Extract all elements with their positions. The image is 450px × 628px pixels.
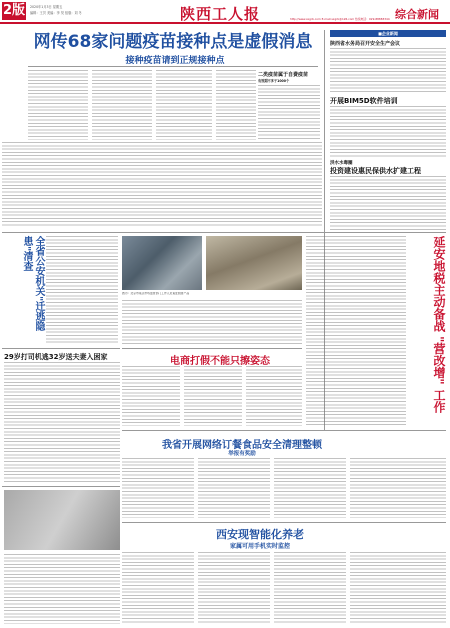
right-item-2-body [330, 106, 446, 158]
right-item-3-kicker: 洪水水毒圈 [330, 161, 353, 166]
right-vertical-body [306, 236, 406, 426]
right-item-3-headline: 投资建设惠民保供水扩建工程 [330, 167, 421, 175]
lead-subhead: 接种疫苗请到正规接种点 [125, 56, 225, 66]
right-item-1-body [330, 48, 446, 94]
sidebar-box-body [258, 85, 320, 140]
divider [2, 348, 120, 349]
bottom-right-col-1 [122, 552, 194, 624]
bottom-col-3 [274, 458, 346, 518]
bottom-right-headline: 西安现智能化养老 [216, 528, 304, 541]
center-col-1 [122, 366, 180, 426]
right-item-2-title: 开展BIM5D软件培训 [330, 97, 398, 105]
center-col-2 [184, 366, 242, 426]
lead-col-4 [216, 70, 256, 140]
lead-col-2 [92, 70, 152, 140]
divider [122, 430, 446, 431]
bottom-left-body [4, 554, 120, 624]
divider [28, 66, 318, 67]
bottom-left-photo [4, 490, 120, 550]
lead-col-1 [28, 70, 88, 140]
divider [122, 348, 302, 349]
bottom-headline: 我省开展网络订餐食品安全清理整顿 [162, 440, 322, 451]
left-story-body [46, 236, 118, 344]
divider [2, 486, 120, 487]
news-photo-2 [206, 236, 302, 290]
bottom-col-4 [350, 458, 446, 518]
bottom-right-col-4 [350, 552, 446, 624]
bottom-col-1 [122, 458, 194, 518]
sidebar-box-subtitle: 有效期不多于1000个 [258, 79, 290, 83]
bottom-right-col-3 [274, 552, 346, 624]
center-headline: 电商打假不能只擦姿态 [170, 356, 270, 367]
sidebar-box-title: 二类疫苗属于自费疫苗 [258, 72, 309, 78]
bottom-col-2 [198, 458, 270, 518]
lead-continuation [2, 142, 322, 228]
bottom-right-col-2 [198, 552, 270, 624]
lead-headline: 网传68家问题疫苗接种点是虚假消息 [33, 32, 313, 52]
vertical-headline-right: 延安地税主动备战 "营改增" 工作 [432, 236, 446, 413]
right-item-1-title: 陕西省水务局召开安全生产会议 [330, 41, 401, 47]
news-photo-1 [122, 236, 202, 290]
bottom-right-subhead: 家属可用手机实时监控 [229, 543, 290, 550]
lead-col-3 [156, 70, 212, 140]
editor-credits: 编辑：王贝 美编：李 昊 组版：刘 冬 [30, 11, 82, 15]
right-section-tag: ■企业新闻 [330, 30, 446, 37]
left-mid-headline: 29岁打司机逃32岁送夫妻入困家 [4, 353, 108, 361]
divider [122, 522, 446, 523]
photo-caption: 图为：北京市某区市场监管部门工作人员查处假冒产品 [122, 292, 190, 295]
photo-story-body [122, 300, 302, 346]
center-col-3 [246, 366, 302, 426]
vertical-headline-left: 全省公安机关"迁逃隐患"清查 [21, 236, 44, 332]
left-mid-body [4, 362, 120, 482]
right-item-3-body [330, 176, 446, 232]
page-number: 2版 [2, 3, 26, 18]
divider [2, 232, 446, 233]
contact-line: http://www.sxgrb.com E-mail:sxgrb@126.com 热线电话：029-88883344 [290, 17, 390, 21]
bottom-subhead: 举报有奖励 [228, 451, 256, 457]
edition-date: 2020年1月3日 星期五 [30, 5, 63, 9]
section-name: 综合新闻 [395, 8, 439, 21]
newspaper-logo: 陕西工人报 [180, 5, 261, 23]
